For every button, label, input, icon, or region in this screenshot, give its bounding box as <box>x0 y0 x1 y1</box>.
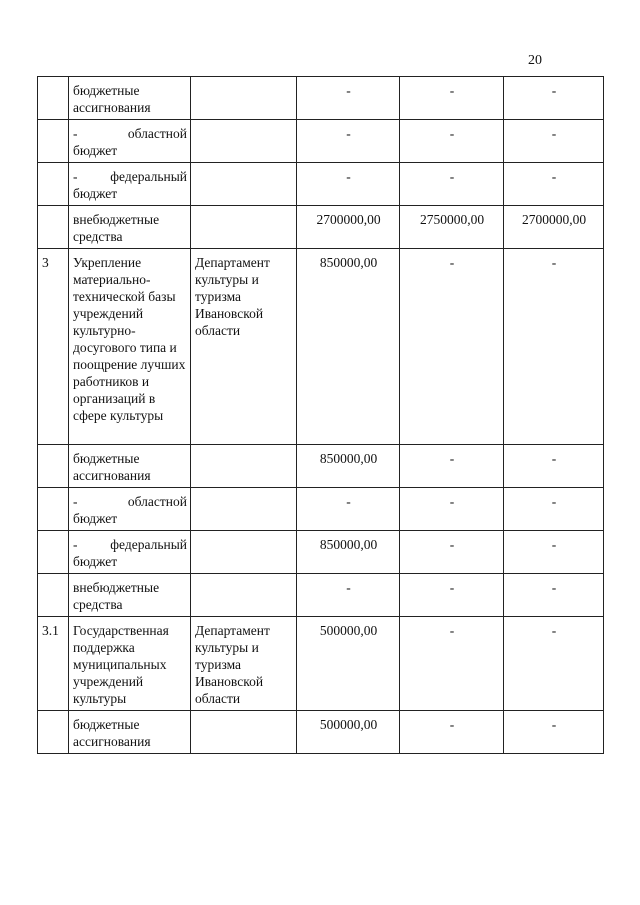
row-value-year2: - <box>400 249 504 445</box>
page-number: 20 <box>528 53 542 68</box>
row-name <box>69 120 191 163</box>
row-value-year3: - <box>504 488 604 531</box>
row-value-year1: - <box>297 163 400 206</box>
table-row <box>38 445 604 488</box>
row-number <box>38 574 69 617</box>
row-name: бюджетные ассигнования <box>69 77 191 120</box>
row-number <box>38 488 69 531</box>
row-name <box>69 531 191 574</box>
row-executor <box>191 77 297 120</box>
row-number <box>38 120 69 163</box>
row-value-year1: - <box>297 574 400 617</box>
row-value-year2: - <box>400 120 504 163</box>
row-executor <box>191 574 297 617</box>
row-number: 3.1 <box>38 617 69 711</box>
row-value-year2: - <box>400 488 504 531</box>
row-name: Укрепление материально-технической базы учреждений культурно-досугового типа и поощрение лучших работников и организаций в сфере культуры <box>69 249 191 445</box>
row-value-year2: - <box>400 77 504 120</box>
table-row <box>38 163 604 206</box>
row-executor <box>191 120 297 163</box>
row-name-prefix: - <box>73 494 78 509</box>
row-value-year3: 2700000,00 <box>504 206 604 249</box>
table-row <box>38 249 604 445</box>
row-name-rest: бюджет <box>73 143 118 158</box>
row-value-year1: - <box>297 488 400 531</box>
row-executor <box>191 711 297 754</box>
row-value-year3: - <box>504 531 604 574</box>
row-executor: Департамент культуры и туризма Ивановской области <box>191 249 297 445</box>
row-name-rest: бюджет <box>73 186 118 201</box>
row-value-year3: - <box>504 617 604 711</box>
row-value-year2: - <box>400 163 504 206</box>
table-row <box>38 711 604 754</box>
row-name: внебюджетные средства <box>69 206 191 249</box>
row-value-year2: - <box>400 574 504 617</box>
row-number <box>38 163 69 206</box>
row-executor: Департамент культуры и туризма Ивановской области <box>191 617 297 711</box>
row-name: бюджетные ассигнования <box>69 711 191 754</box>
row-name: бюджетные ассигнования <box>69 445 191 488</box>
row-name-rest: бюджет <box>73 554 118 569</box>
row-name-rest: бюджет <box>73 511 118 526</box>
table-row <box>38 77 604 120</box>
table-row <box>38 531 604 574</box>
row-executor <box>191 163 297 206</box>
row-name-word: областной <box>127 126 187 141</box>
row-value-year1: - <box>297 120 400 163</box>
row-name: внебюджетные средства <box>69 574 191 617</box>
row-number <box>38 711 69 754</box>
table-row <box>38 206 604 249</box>
row-value-year3: - <box>504 163 604 206</box>
table-row <box>38 120 604 163</box>
row-value-year3: - <box>504 711 604 754</box>
table-row <box>38 574 604 617</box>
table-row <box>38 488 604 531</box>
row-name-prefix: - <box>73 169 78 184</box>
row-value-year1: 500000,00 <box>297 711 400 754</box>
row-value-year1: 850000,00 <box>297 249 400 445</box>
row-name-word: областной <box>127 494 187 509</box>
row-number <box>38 206 69 249</box>
row-value-year2: - <box>400 445 504 488</box>
row-value-year3: - <box>504 120 604 163</box>
row-number: 3 <box>38 249 69 445</box>
row-name: Государственная поддержка муниципальных учреждений культуры <box>69 617 191 711</box>
row-executor <box>191 206 297 249</box>
row-value-year2: - <box>400 711 504 754</box>
row-number <box>38 77 69 120</box>
row-executor <box>191 445 297 488</box>
row-name <box>69 488 191 531</box>
row-name <box>69 163 191 206</box>
row-value-year1: 850000,00 <box>297 531 400 574</box>
row-value-year2: 2750000,00 <box>400 206 504 249</box>
row-value-year1: 2700000,00 <box>297 206 400 249</box>
row-value-year2: - <box>400 531 504 574</box>
row-value-year1: 850000,00 <box>297 445 400 488</box>
row-number <box>38 445 69 488</box>
row-name-prefix: - <box>73 126 78 141</box>
row-name-prefix: - <box>73 537 78 552</box>
row-value-year3: - <box>504 77 604 120</box>
row-executor <box>191 531 297 574</box>
row-name-word: федеральный <box>110 169 187 184</box>
row-value-year3: - <box>504 249 604 445</box>
row-value-year1: - <box>297 77 400 120</box>
row-name-word: федеральный <box>110 537 187 552</box>
table-row <box>38 617 604 711</box>
budget-table <box>37 76 604 754</box>
row-value-year1: 500000,00 <box>297 617 400 711</box>
row-value-year3: - <box>504 574 604 617</box>
row-executor <box>191 488 297 531</box>
row-value-year3: - <box>504 445 604 488</box>
row-value-year2: - <box>400 617 504 711</box>
row-number <box>38 531 69 574</box>
